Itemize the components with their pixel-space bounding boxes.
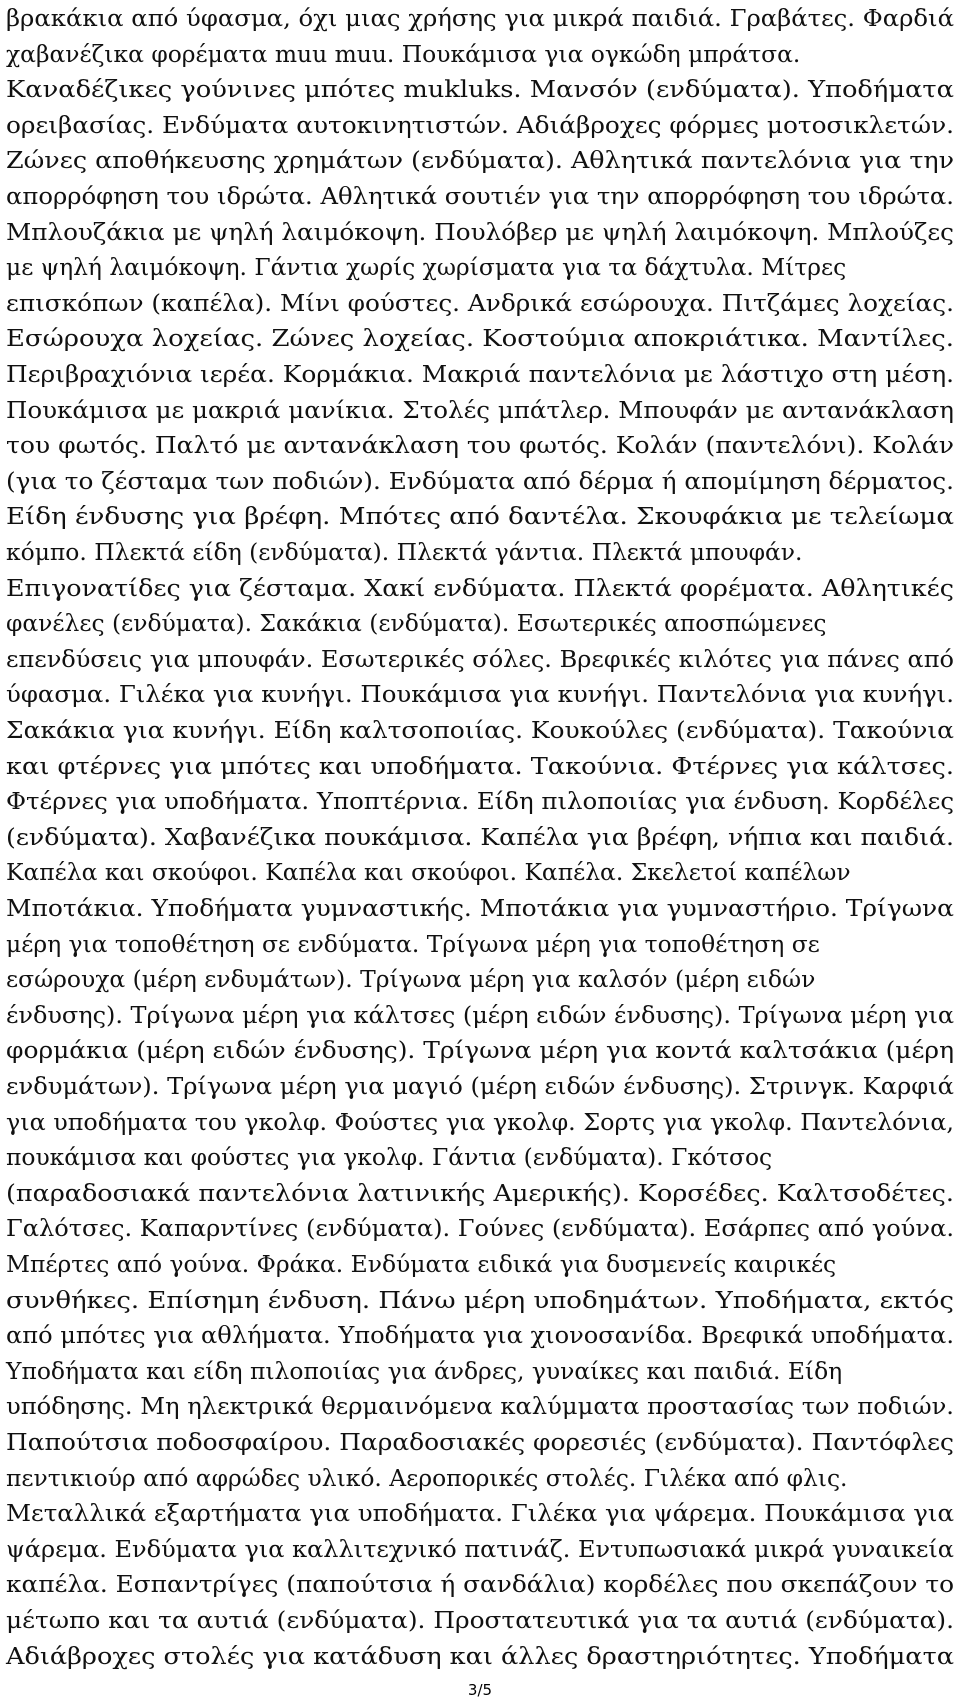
text-line xyxy=(0,322,960,355)
text-line xyxy=(0,821,960,854)
text-line xyxy=(0,1284,960,1317)
text-line-content: Γαλότσες. Καπαρντίνες (ενδύματα). Γούνες (ενδύματα). Εσάρπες από γούνα. xyxy=(6,1214,955,1243)
text-line-content: φορμάκια (μέρη ειδών ένδυσης). Τρίγωνα μέρη για κοντά καλτσάκια (μέρη xyxy=(6,1036,955,1065)
text-line xyxy=(0,2,960,35)
text-line-content: για υποδήματα του γκολφ. Φούστες για γκολφ. Σορτς για γκολφ. Παντελόνια, xyxy=(6,1107,954,1136)
text-line xyxy=(0,1462,960,1495)
text-line xyxy=(0,465,960,498)
text-line xyxy=(0,678,960,711)
text-line xyxy=(0,251,960,284)
text-line-content: από μπότες για αθλήματα. Υποδήματα για χιονοσανίδα. Βρεφικά υποδήματα. xyxy=(6,1321,955,1350)
text-line xyxy=(0,1070,960,1103)
text-line-content: (παραδοσιακά παντελόνια λατινικής Αμερικής). Κορσέδες. Καλτσοδέτες. xyxy=(6,1178,954,1207)
text-line-content: καπέλα. Εσπαντρίγες (παπούτσια ή σανδάλια) κορδέλες που σκεπάζουν το xyxy=(6,1570,955,1599)
text-line-content: συνθήκες. Επίσημη ένδυση. Πάνω μέρη υποδημάτων. Υποδήματα, εκτός xyxy=(6,1285,954,1314)
text-line-content: Μποτάκια. Υποδήματα γυμναστικής. Μποτάκια για γυμναστήριο. Τρίγωνα xyxy=(6,894,955,922)
text-line-content: επενδύσεις για μπουφάν. Εσωτερικές σόλες. Βρεφικές κιλότες για πάνες από xyxy=(6,644,954,673)
text-line-content: πεντικιούρ από αφρώδες υλικό. Αεροπορικές στολές. Γιλέκα από φλις. xyxy=(6,1463,848,1492)
text-line-content: φανέλες (ενδύματα). Σακάκια (ενδύματα). Εσωτερικές αποσπώμενες xyxy=(6,609,827,638)
text-line xyxy=(0,180,960,213)
text-line-content: βρακάκια από ύφασμα, όχι μιας χρήσης για μικρά παιδιά. Γραβάτες. Φαρδιά xyxy=(6,4,954,32)
text-line-content: (ενδύματα). Χαβανέζικα πουκάμισα. Καπέλα για βρέφη, νήπια και παιδιά. xyxy=(6,822,955,851)
text-line xyxy=(0,785,960,818)
text-line-content: Είδη ένδυσης για βρέφη. Μπότες από δαντέλα. Σκουφάκια με τελείωμα xyxy=(6,502,954,531)
text-line xyxy=(0,38,960,71)
text-line xyxy=(0,1426,960,1459)
text-line xyxy=(0,1355,960,1388)
text-line xyxy=(0,429,960,462)
text-line xyxy=(0,144,960,177)
text-line xyxy=(0,572,960,605)
text-line xyxy=(0,394,960,427)
text-line-content: Περιβραχιόνια ιερέα. Κορμάκια. Μακριά παντελόνια με λάστιχο στη μέση. xyxy=(6,360,955,388)
text-line xyxy=(0,536,960,569)
text-line xyxy=(0,999,960,1032)
text-line xyxy=(0,856,960,889)
text-line xyxy=(0,73,960,106)
text-line-content: Σακάκια για κυνήγι. Είδη καλτσοποιίας. Κουκούλες (ενδύματα). Τακούνια xyxy=(6,716,954,744)
text-line-content: Εσώρουχα λοχείας. Ζώνες λοχείας. Κοστούμια αποκριάτικα. Μαντίλες. xyxy=(6,324,954,353)
text-line-content: εσώρουχα (μέρη ενδυμάτων). Τρίγωνα μέρη για καλσόν (μέρη ειδών xyxy=(6,965,816,994)
text-line-content: Ζώνες αποθήκευσης χρημάτων (ενδύματα). Αθλητικά παντελόνια για την xyxy=(6,146,954,175)
text-line-content: Πουκάμισα με μακριά μανίκια. Στολές μπάτλερ. Μπουφάν με αντανάκλαση xyxy=(6,395,954,424)
text-line-content: Μπέρτες από γούνα. Φράκα. Ενδύματα ειδικά για δυσμενείς καιρικές xyxy=(6,1250,837,1278)
text-line xyxy=(0,1604,960,1637)
text-line xyxy=(0,1319,960,1352)
text-line xyxy=(0,216,960,249)
text-line xyxy=(0,1248,960,1281)
text-line xyxy=(0,643,960,676)
text-line xyxy=(0,607,960,640)
text-line xyxy=(0,1141,960,1174)
text-line-content: του φωτός. Παλτό με αντανάκλαση του φωτός. Κολάν (παντελόνι). Κολάν xyxy=(6,431,954,460)
text-line xyxy=(0,1212,960,1245)
text-line-content: Φτέρνες για υποδήματα. Υποπτέρνια. Είδη πιλοποιίας για ένδυση. Κορδέλες xyxy=(6,787,954,816)
text-line-content: Παπούτσια ποδοσφαίρου. Παραδοσιακές φορεσιές (ενδύματα). Παντόφλες xyxy=(6,1428,954,1456)
text-line-content: (για το ζέσταμα των ποδιών). Ενδύματα από δέρμα ή απομίμηση δέρματος. xyxy=(6,466,954,495)
text-line xyxy=(0,928,960,961)
text-line xyxy=(0,1497,960,1530)
text-line xyxy=(0,358,960,391)
text-line xyxy=(0,750,960,783)
text-line-content: Μπλουζάκια με ψηλή λαιμόκοψη. Πουλόβερ με ψηλή λαιμόκοψη. Μπλούζες xyxy=(6,217,954,246)
text-line-content: Καναδέζικες γούνινες μπότες mukluks. Μανσόν (ενδύματα). Υποδήματα xyxy=(6,75,954,104)
text-line-content: ψάρεμα. Ενδύματα για καλλιτεχνικό πατινάζ. Εντυπωσιακά μικρά γυναικεία xyxy=(6,1534,955,1563)
text-line xyxy=(0,1034,960,1067)
text-line xyxy=(0,287,960,320)
text-line-content: υπόδησης. Μη ηλεκτρικά θερμαινόμενα καλύμματα προστασίας των ποδιών. xyxy=(6,1392,954,1421)
text-line-content: μέρη για τοποθέτηση σε ενδύματα. Τρίγωνα μέρη για τοποθέτηση σε xyxy=(6,929,820,958)
text-line-content: με ψηλή λαιμόκοψη. Γάντια χωρίς χωρίσματα για τα δάχτυλα. Μίτρες xyxy=(6,253,847,282)
text-line-content: επισκόπων (καπέλα). Μίνι φούστες. Ανδρικά εσώρουχα. Πιτζάμες λοχείας. xyxy=(6,288,954,317)
text-line-content: ένδυσης). Τρίγωνα μέρη για κάλτσες (μέρη ειδών ένδυσης). Τρίγωνα μέρη για xyxy=(6,1000,954,1029)
text-line xyxy=(0,109,960,142)
text-line xyxy=(0,1568,960,1601)
text-line-content: Υποδήματα και είδη πιλοποιίας για άνδρες, γυναίκες και παιδιά. Είδη xyxy=(6,1356,843,1385)
text-line-content: ορειβασίας. Ενδύματα αυτοκινητιστών. Αδιάβροχες φόρμες μοτοσικλετών. xyxy=(6,110,954,139)
text-line-content: και φτέρνες για μπότες και υποδήματα. Τακούνια. Φτέρνες για κάλτσες. xyxy=(6,751,955,780)
text-line-content: Καπέλα και σκούφοι. Καπέλα και σκούφοι. Καπέλα. Σκελετοί καπέλων xyxy=(6,858,851,887)
text-line xyxy=(0,1533,960,1566)
text-line-content: απορρόφηση του ιδρώτα. Αθλητικά σουτιέν για την απορρόφηση του ιδρώτα. xyxy=(6,182,954,210)
text-line-content: κόμπο. Πλεκτά είδη (ενδύματα). Πλεκτά γάντια. Πλεκτά μπουφάν. xyxy=(6,538,803,566)
text-line-content: Μεταλλικά εξαρτήματα για υποδήματα. Γιλέκα για ψάρεμα. Πουκάμισα για xyxy=(6,1499,954,1528)
text-line xyxy=(0,1640,960,1673)
text-line xyxy=(0,500,960,533)
text-line-content: ενδυμάτων). Τρίγωνα μέρη για μαγιό (μέρη ειδών ένδυσης). Στρινγκ. Καρφιά xyxy=(6,1072,954,1100)
text-line-content: Αδιάβροχες στολές για κατάδυση και άλλες δραστηριότητες. Υποδήματα xyxy=(6,1641,954,1670)
text-line-content: Επιγονατίδες για ζέσταμα. Χακί ενδύματα. Πλεκτά φορέματα. Αθλητικές xyxy=(6,573,954,602)
text-line xyxy=(0,1390,960,1423)
text-line xyxy=(0,1177,960,1210)
page-number: 3/5 xyxy=(467,1681,493,1699)
text-line-content: μέτωπο και τα αυτιά (ενδύματα). Προστατευτικά για τα αυτιά (ενδύματα). xyxy=(6,1606,955,1634)
text-line xyxy=(0,892,960,925)
text-line-content: ύφασμα. Γιλέκα για κυνήγι. Πουκάμισα για κυνήγι. Παντελόνια για κυνήγι. xyxy=(6,680,954,709)
text-line-content: πουκάμισα και φούστες για γκολφ. Γάντια (ενδύματα). Γκότσος xyxy=(6,1143,773,1172)
text-line xyxy=(0,963,960,996)
text-line-content: χαβανέζικα φορέματα muu muu. Πουκάμισα για ογκώδη μπράτσα. xyxy=(6,39,801,68)
text-line xyxy=(0,1106,960,1139)
text-line xyxy=(0,714,960,747)
